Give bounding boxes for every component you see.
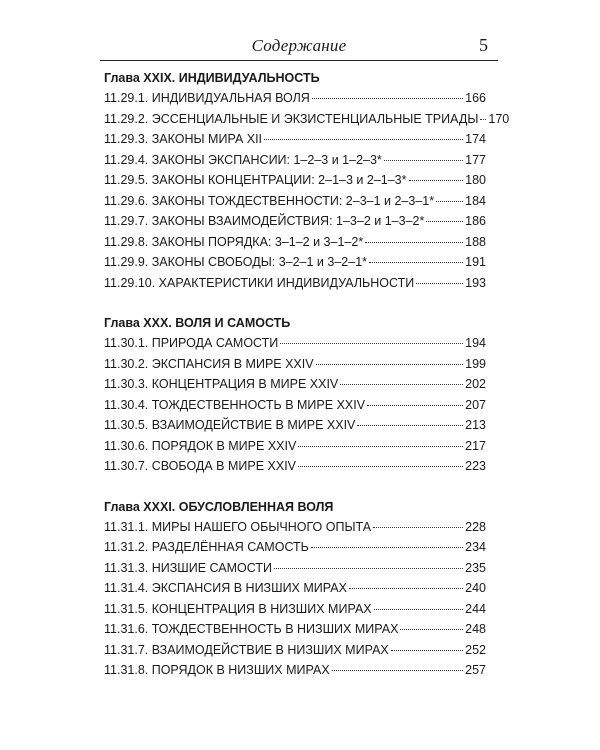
entry-title: 11.30.4. ТОЖДЕСТВЕННОСТЬ В МИРЕ XXIV — [104, 397, 366, 412]
dot-leader — [298, 466, 463, 467]
entry-title: 11.29.5. ЗАКОНЫ КОНЦЕНТРАЦИИ: 2–1–3 и 2–1–3* — [104, 173, 407, 187]
dot-leader — [365, 242, 463, 243]
chapter-title: Глава XXXI. ОБУСЛОВЛЕННАЯ ВОЛЯ — [104, 499, 334, 514]
entry-page: 177 — [465, 152, 486, 167]
dot-leader — [416, 283, 463, 284]
dot-leader — [373, 527, 463, 528]
entry-title: 11.30.5. ВЗАИМОДЕЙСТВИЕ В МИРЕ XXIV — [104, 418, 356, 432]
toc-entry[interactable] — [104, 578, 486, 599]
toc-entry[interactable] — [104, 273, 486, 294]
toc-entry[interactable] — [104, 191, 486, 212]
entry-title: 11.31.6. ТОЖДЕСТВЕННОСТЬ В НИЗШИХ МИРАХ — [104, 622, 399, 636]
chapter-title: Глава XXX. ВОЛЯ И САМОСТЬ — [104, 316, 291, 330]
dot-leader — [312, 98, 463, 99]
entry-page: 257 — [465, 663, 486, 677]
entry-page: 174 — [465, 132, 486, 146]
chapter-30 — [104, 313, 486, 477]
entry-page: 213 — [465, 418, 486, 432]
chapter-29 — [104, 68, 510, 293]
entry-title: 11.29.9. ЗАКОНЫ СВОБОДЫ: 3–2–1 и 3–2–1* — [104, 255, 368, 269]
toc-entry[interactable] — [104, 252, 486, 273]
entry-title: 11.31.5. КОНЦЕНТРАЦИЯ В НИЗШИХ МИРАХ — [104, 601, 372, 616]
toc-entry[interactable] — [104, 537, 486, 558]
entry-title: 11.31.4. ЭКСПАНСИЯ В НИЗШИХ МИРАХ — [104, 581, 347, 595]
toc-entry[interactable] — [104, 599, 486, 620]
dot-leader — [274, 568, 463, 569]
chapter-31 — [104, 497, 486, 681]
dot-leader — [391, 650, 463, 651]
dot-leader — [436, 201, 463, 202]
entry-page: 252 — [465, 642, 486, 657]
dot-leader — [426, 221, 463, 222]
toc-entry[interactable] — [104, 640, 486, 661]
entry-title: 11.29.1. ИНДИВИДУАЛЬНАЯ ВОЛЯ — [104, 91, 310, 105]
dot-leader — [480, 119, 486, 120]
entry-title: 11.29.3. ЗАКОНЫ МИРА XII — [104, 132, 263, 146]
toc-entry[interactable] — [104, 109, 510, 130]
entry-page: 240 — [465, 581, 486, 595]
dot-leader — [357, 425, 463, 426]
entry-page: 186 — [465, 214, 486, 228]
table-of-contents — [104, 68, 510, 701]
entry-title: 11.30.2. ЭКСПАНСИЯ В МИРЕ XXIV — [104, 356, 314, 371]
entry-title: 11.30.6. ПОРЯДОК В МИРЕ XXIV — [104, 438, 297, 453]
entry-title: 11.31.1. МИРЫ НАШЕГО ОБЫЧНОГО ОПЫТА — [104, 519, 372, 534]
chapter-title: Глава XXIX. ИНДИВИДУАЛЬНОСТЬ — [104, 71, 320, 85]
dot-leader — [374, 609, 464, 610]
entry-page: 207 — [465, 397, 486, 412]
entry-page: 166 — [465, 91, 486, 105]
entry-page: 188 — [465, 234, 486, 249]
running-header — [100, 36, 498, 61]
page-number: 5 — [479, 35, 488, 55]
entry-page: 228 — [465, 519, 486, 534]
entry-page: 223 — [465, 459, 486, 473]
entry-title: 11.31.3. НИЗШИЕ САМОСТИ — [104, 560, 272, 575]
entry-page: 234 — [465, 540, 486, 554]
toc-entry[interactable] — [104, 517, 486, 538]
entry-title: 11.31.2. РАЗДЕЛЁННАЯ САМОСТЬ — [104, 540, 309, 554]
entry-page: 217 — [465, 438, 486, 453]
toc-entry[interactable] — [104, 129, 486, 150]
dot-leader — [332, 670, 463, 671]
entry-title: 11.30.1. ПРИРОДА САМОСТИ — [104, 336, 279, 350]
toc-entry[interactable] — [104, 436, 486, 457]
dot-leader — [298, 446, 463, 447]
entry-page: 180 — [465, 173, 486, 187]
toc-entry[interactable] — [104, 170, 486, 191]
dot-leader — [316, 364, 464, 365]
toc-entry[interactable] — [104, 456, 486, 477]
toc-entry[interactable] — [104, 415, 486, 436]
dot-leader — [400, 629, 463, 630]
entry-title: 11.31.7. ВЗАИМОДЕЙСТВИЕ В НИЗШИХ МИРАХ — [104, 642, 389, 657]
toc-entry[interactable] — [104, 660, 486, 681]
dot-leader — [280, 343, 463, 344]
entry-page: 170 — [488, 111, 510, 126]
entry-title: 11.29.10. ХАРАКТЕРИСТИКИ ИНДИВИДУАЛЬНОСТИ — [104, 275, 415, 290]
entry-page: 244 — [465, 601, 486, 616]
entry-page: 202 — [465, 377, 486, 391]
dot-leader — [409, 180, 464, 181]
entry-page: 194 — [465, 336, 486, 350]
entry-page: 193 — [465, 275, 486, 290]
toc-entry[interactable] — [104, 558, 486, 579]
toc-entry[interactable] — [104, 333, 486, 354]
dot-leader — [340, 384, 463, 385]
dot-leader — [384, 160, 463, 161]
entry-page: 248 — [465, 622, 486, 636]
running-title: Содержание — [251, 36, 347, 55]
entry-page: 184 — [465, 193, 486, 208]
dot-leader — [367, 405, 463, 406]
toc-entry[interactable] — [104, 211, 486, 232]
entry-page: 191 — [465, 255, 486, 269]
dot-leader — [349, 588, 463, 589]
entry-title: 11.30.7. СВОБОДА В МИРЕ XXIV — [104, 459, 297, 473]
toc-entry[interactable] — [104, 619, 486, 640]
dot-leader — [369, 262, 463, 263]
dot-leader — [264, 139, 463, 140]
toc-entry[interactable] — [104, 354, 486, 375]
entry-title: 11.29.6. ЗАКОНЫ ТОЖДЕСТВЕННОСТИ: 2–3–1 и 2–3–1* — [104, 193, 435, 208]
entry-page: 235 — [465, 560, 486, 575]
toc-entry[interactable] — [104, 150, 486, 171]
toc-entry[interactable] — [104, 374, 486, 395]
entry-page: 199 — [465, 356, 486, 371]
entry-title: 11.31.8. ПОРЯДОК В НИЗШИХ МИРАХ — [104, 663, 330, 677]
entry-title: 11.29.2. ЭССЕНЦИАЛЬНЫЕ И ЭКЗИСТЕНЦИАЛЬНЫЕ ТРИАДЫ — [104, 111, 479, 126]
entry-title: 11.30.3. КОНЦЕНТРАЦИЯ В МИРЕ XXIV — [104, 377, 339, 391]
dot-leader — [311, 547, 463, 548]
entry-title: 11.29.4. ЗАКОНЫ ЭКСПАНСИИ: 1–2–3 и 1–2–3* — [104, 152, 382, 167]
toc-entry[interactable] — [104, 88, 486, 109]
entry-title: 11.29.7. ЗАКОНЫ ВЗАИМОДЕЙСТВИЯ: 1–3–2 и 1–3–2* — [104, 214, 425, 228]
entry-title: 11.29.8. ЗАКОНЫ ПОРЯДКА: 3–1–2 и 3–1–2* — [104, 234, 364, 249]
toc-entry[interactable] — [104, 232, 486, 253]
toc-entry[interactable] — [104, 395, 486, 416]
